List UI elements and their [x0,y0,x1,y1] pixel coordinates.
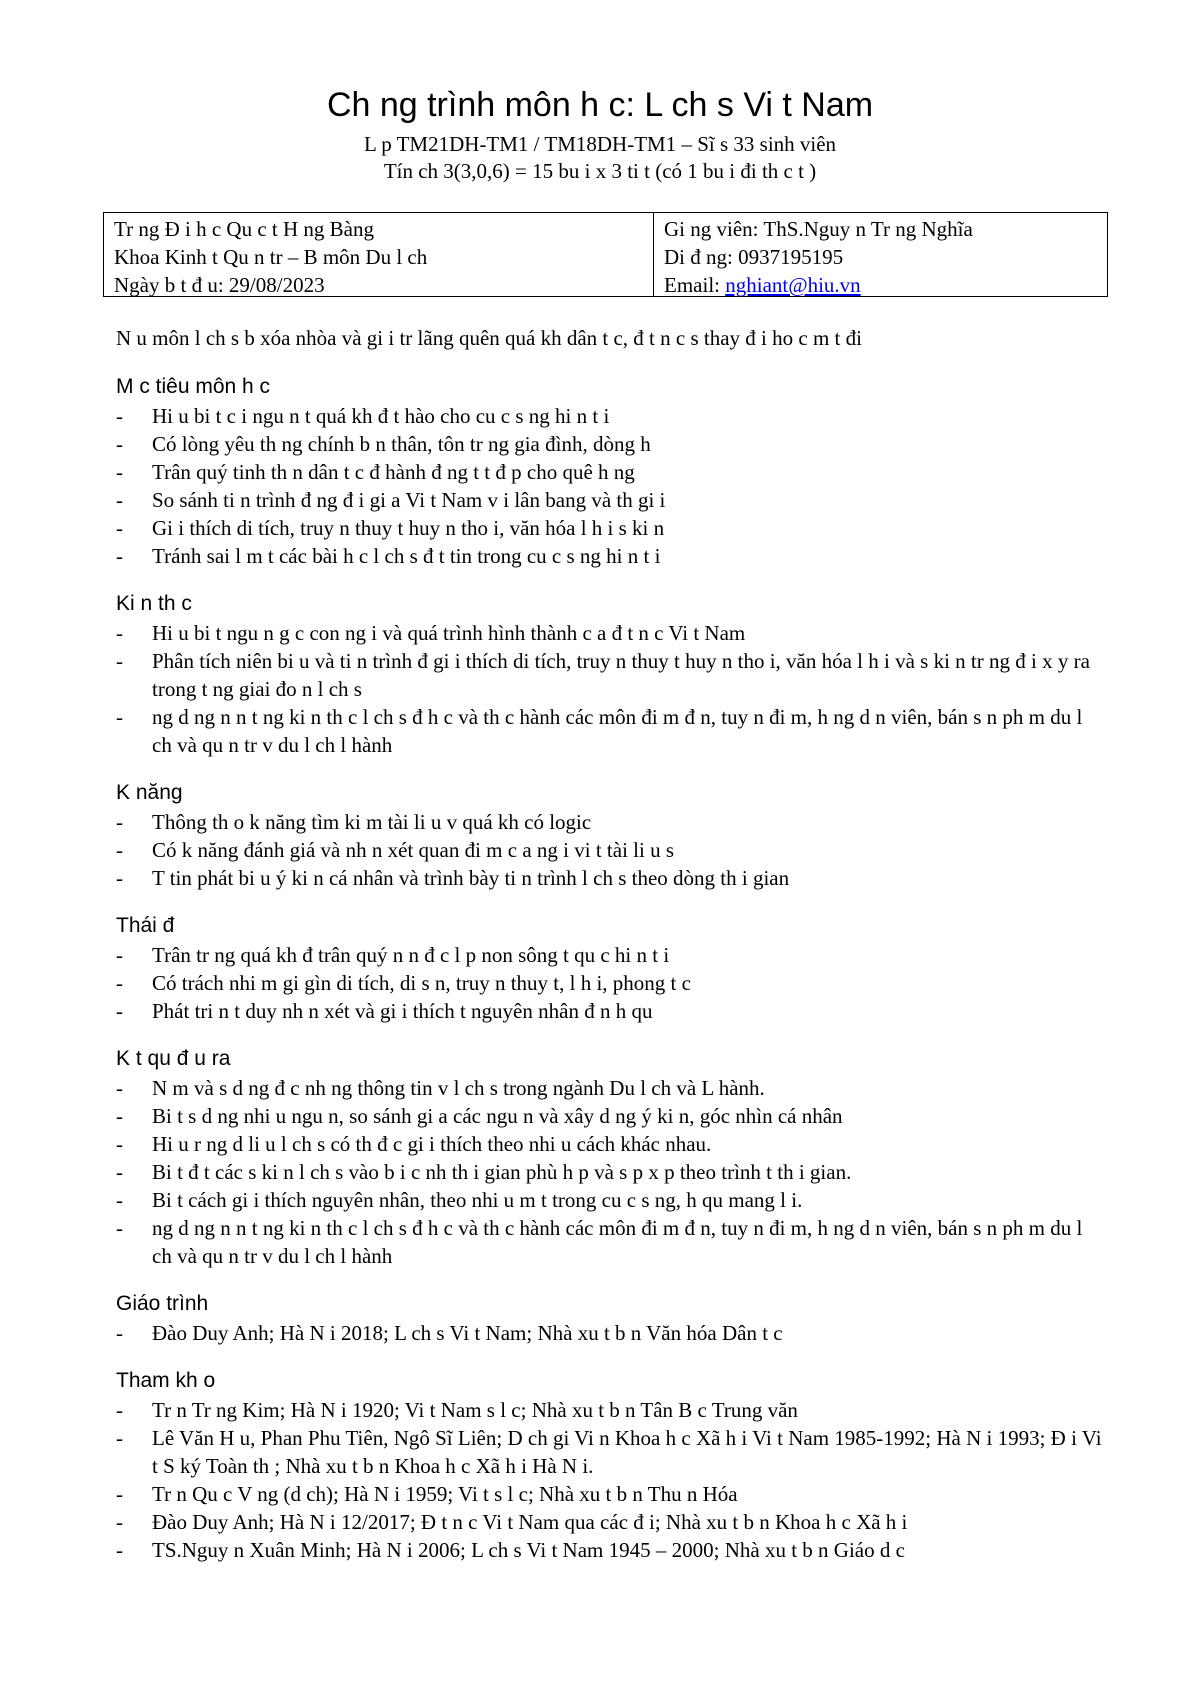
email-label: Email: [664,273,726,297]
section-block [116,589,1106,759]
list-item: - Gi i thích di tích, truy n thuy t huy n tho i, văn hóa l h i s ki n [116,514,1106,542]
section-block [116,778,1106,892]
list-item: - Phát tri n t duy nh n xét và gi i thích t nguyên nhân đ n h qu [116,997,1106,1025]
sections-container [116,372,1106,1564]
section-block [116,1289,1106,1347]
section-heading: Thái đ [116,914,175,937]
lecturer-name: Gi ng viên: ThS.Nguy n Tr ng Nghĩa [664,217,973,241]
list-item: - Có lòng yêu th ng chính b n thân, tôn tr ng gia đình, dòng h [116,430,1106,458]
start-date: Ngày b t đ u: 29/08/2023 [114,273,325,297]
section-heading: M c tiêu môn h c [116,375,271,398]
list-item: - Tránh sai l m t các bài h c l ch s đ t tin trong cu c s ng hi n t i [116,542,1106,570]
list-item: - Lê Văn H u, Phan Phu Tiên, Ngô Sĩ Liên; D ch gi Vi n Khoa h c Xã h i Vi t Nam 1985-1992; Hà N i 1993; Đ i Vi t S ký Toàn th ; Nhà xu t b n Khoa h c Xã h i Hà N i. [116,1424,1106,1480]
list-item: - N m và s d ng đ c nh ng thông tin v l ch s trong ngành Du l ch và L hành. [116,1074,1106,1102]
list-item: - ng d ng n n t ng ki n th c l ch s đ h c và th c hành các môn đi m đ n, tuy n đi m, h ng d n viên, bán s n ph m du l ch và qu n tr v du l ch l hành [116,703,1106,759]
section-heading: Giáo trình [116,1292,209,1315]
institution-info-cell [104,213,654,296]
list-item: - Đào Duy Anh; Hà N i 2018; L ch s Vi t Nam; Nhà xu t b n Văn hóa Dân t c [116,1319,1106,1347]
list-item: - Bi t cách gi i thích nguyên nhân, theo nhi u m t trong cu c s ng, h qu mang l i. [116,1186,1106,1214]
list-item: - Có trách nhi m gi gìn di tích, di s n, truy n thuy t, l h i, phong t c [116,969,1106,997]
bullet-list [116,1319,1106,1347]
list-item: - Đào Duy Anh; Hà N i 12/2017; Đ t n c Vi t Nam qua các đ i; Nhà xu t b n Khoa h c Xã h i [116,1508,1106,1536]
list-item: - Tr n Tr ng Kim; Hà N i 1920; Vi t Nam s l c; Nhà xu t b n Tân B c Trung văn [116,1396,1106,1424]
section-heading: Ki n th c [116,592,192,615]
course-info-table [103,212,1108,297]
lecturer-phone: Di đ ng: 0937195195 [664,245,844,269]
section-heading: K t qu đ u ra [116,1047,231,1070]
section-block [116,1044,1106,1270]
section-block [116,1366,1106,1564]
list-item: - Trân quý tinh th n dân t c đ hành đ ng t t đ p cho quê h ng [116,458,1106,486]
list-item: - T tin phát bi u ý ki n cá nhân và trình bày ti n trình l ch s theo dòng th i gian [116,864,1106,892]
list-item: - Hi u r ng d li u l ch s có th đ c gi i thích theo nhi u cách khác nhau. [116,1130,1106,1158]
list-item: - So sánh ti n trình đ ng đ i gi a Vi t Nam v i lân bang và th gi i [116,486,1106,514]
list-item: - Phân tích niên bi u và ti n trình đ gi i thích di tích, truy n thuy t huy n tho i, văn hóa l h i và s ki n tr ng đ i x y ra trong t ng giai đo n l ch s [116,647,1106,703]
intro-quote: N u môn l ch s b xóa nhòa và gi i tr lãng quên quá kh dân t c, đ t n c s thay đ i ho c m t đi [116,326,862,350]
lecturer-info-cell [654,213,1107,296]
page-title: Ch ng trình môn h c: L ch s Vi t Nam [326,86,874,124]
bullet-list [116,402,1106,570]
bullet-list [116,941,1106,1025]
list-item: - Trân tr ng quá kh đ trân quý n n đ c l p non sông t qu c hi n t i [116,941,1106,969]
bullet-list [116,1074,1106,1270]
section-heading: Tham kh o [116,1369,216,1392]
list-item: - Có k năng đánh giá và nh n xét quan đi m c a ng i vi t tài li u s [116,836,1106,864]
bullet-list [116,1396,1106,1564]
list-item: - Bi t s d ng nhi u ngu n, so sánh gi a các ngu n và xây d ng ý ki n, góc nhìn cá nhân [116,1102,1106,1130]
faculty-name: Khoa Kinh t Qu n tr – B môn Du l ch [114,245,428,269]
section-block [116,372,1106,570]
credits-info-line: Tín ch 3(3,0,6) = 15 bu i x 3 ti t (có 1 bu i đi th c t ) [383,159,817,183]
lecturer-email-line [664,271,1107,299]
list-item: - Hi u bi t c i ngu n t quá kh đ t hào cho cu c s ng hi n t i [116,402,1106,430]
section-heading: K năng [116,781,183,804]
list-item: - Hi u bi t ngu n g c con ng i và quá trình hình thành c a đ t n c Vi t Nam [116,619,1106,647]
bullet-list [116,619,1106,759]
section-block [116,911,1106,1025]
list-item: - TS.Nguy n Xuân Minh; Hà N i 2006; L ch s Vi t Nam 1945 – 2000; Nhà xu t b n Giáo d c [116,1536,1106,1564]
document-body [116,324,1106,1583]
university-name: Tr ng Đ i h c Qu c t H ng Bàng [114,217,374,241]
list-item: - Bi t đ t các s ki n l ch s vào b i c nh th i gian phù h p và s p x p theo trình t th i gian. [116,1158,1106,1186]
list-item: - Tr n Qu c V ng (d ch); Hà N i 1959; Vi t s l c; Nhà xu t b n Thu n Hóa [116,1480,1106,1508]
list-item: - Thông th o k năng tìm ki m tài li u v quá kh có logic [116,808,1106,836]
email-link[interactable]: nghiant@hiu.vn [725,273,861,297]
class-info-line: L p TM21DH-TM1 / TM18DH-TM1 – Sĩ s 33 sinh viên [363,132,837,156]
list-item: - ng d ng n n t ng ki n th c l ch s đ h c và th c hành các môn đi m đ n, tuy n đi m, h ng d n viên, bán s n ph m du l ch và qu n tr v du l ch l hành [116,1214,1106,1270]
bullet-list [116,808,1106,892]
